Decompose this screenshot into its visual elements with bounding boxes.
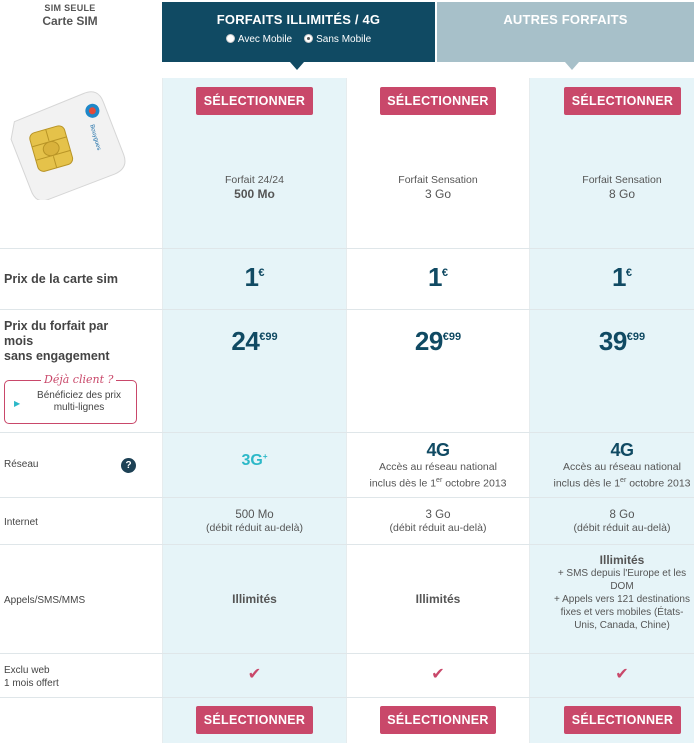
plan-name-1-data: 500 Mo [234, 187, 275, 201]
plan-name-2-data: 3 Go [424, 187, 451, 201]
row-label-internet: Internet [4, 517, 38, 528]
radio-without-mobile-label: Sans Mobile [316, 34, 372, 45]
check-icon: ✔ [615, 666, 629, 683]
sim-price-plan-1-int: 1 [244, 262, 259, 292]
radio-checked-icon [304, 34, 313, 43]
plan-price-1 [163, 326, 346, 357]
radio-with-mobile[interactable] [226, 34, 292, 45]
internet-cell-plan-1 [163, 509, 346, 535]
calls-plan-3-extra-sms: + SMS depuis l'Europe et les DOM [557, 568, 687, 592]
plan-name-3-data: 8 Go [608, 187, 635, 201]
plan-price-3-cents: €99 [626, 331, 646, 343]
row-separator [0, 432, 694, 433]
network-line2 [347, 474, 529, 491]
plan-name-1-label: Forfait 24/24 [225, 174, 284, 186]
sim-heading-line1: SIM SEULE [44, 3, 96, 13]
sim-price-plan-1 [163, 262, 346, 293]
plan-price-3 [530, 326, 694, 357]
tab-active-pointer [290, 62, 304, 70]
radio-without-mobile[interactable] [304, 34, 371, 45]
check-icon: ✔ [431, 666, 445, 683]
network-line2-sup: er [620, 477, 627, 484]
sim-price-plan-3-int: 1 [611, 262, 626, 292]
network-line2-post: octobre 2013 [442, 477, 507, 490]
plan-price-2 [347, 326, 529, 357]
plan-name-2-label: Forfait Sensation [398, 174, 478, 186]
select-button-plan-2-bottom[interactable]: SÉLECTIONNER [380, 706, 496, 734]
row-label-plan-price [4, 319, 134, 364]
radio-icon [226, 34, 235, 43]
play-arrow-icon: ▶ [14, 399, 21, 408]
existing-client-title: Déjà client ? [41, 373, 116, 386]
radio-with-mobile-label: Avec Mobile [237, 34, 293, 45]
row-label-web-exclusive-line2: 1 mois offert [4, 678, 59, 689]
row-label-sim-price: Prix de la carte sim [4, 272, 118, 286]
plan-price-2-cents: €99 [442, 331, 462, 343]
row-separator [0, 248, 694, 249]
plan-name-1 [163, 174, 346, 201]
sim-price-plan-3-currency: € [625, 267, 633, 279]
network-line2 [530, 474, 694, 491]
sim-price-plan-3 [530, 262, 694, 293]
calls-plan-2: Illimités [415, 592, 461, 606]
svg-text:Bouygues: Bouygues [88, 123, 102, 152]
select-button-plan-3-bottom[interactable]: SÉLECTIONNER [564, 706, 681, 734]
calls-plan-3: Illimités [599, 553, 645, 567]
plan-price-2-int: 29 [414, 326, 443, 356]
row-separator [0, 697, 694, 698]
network-4g-badge: 4G [610, 440, 634, 460]
tab-other-plans-title: AUTRES FORFAITS [503, 12, 628, 27]
plan-name-2 [347, 174, 529, 201]
existing-client-box[interactable] [4, 373, 137, 424]
plan-price-3-int: 39 [598, 326, 627, 356]
network-3g-label: 3G [241, 452, 263, 469]
row-label-web-exclusive-line1: Exclu web [4, 665, 50, 676]
internet-cell-plan-2 [347, 509, 529, 535]
calls-plan-3-extra-calls: + Appels vers 121 destinations fixes et vers mobiles (États-Unis, Canada, Chine) [554, 594, 690, 631]
tab-other-plans[interactable] [437, 2, 694, 62]
calls-cell-plan-3 [554, 554, 690, 632]
tab-inactive-pointer [565, 62, 579, 70]
existing-client-text[interactable]: Bénéficiez des prix multi-lignes [37, 390, 121, 413]
plan-name-3-label: Forfait Sensation [582, 174, 662, 186]
row-label-plan-price-line2: sans engagement [4, 349, 110, 363]
plan-price-1-int: 24 [231, 326, 260, 356]
sim-heading [0, 3, 140, 28]
internet-note: (débit réduit au-delà) [206, 522, 303, 534]
network-cell-plan-2 [347, 440, 529, 491]
network-line2-post: octobre 2013 [626, 477, 691, 490]
network-line1: Accès au réseau national [563, 461, 681, 473]
select-button-plan-2[interactable]: SÉLECTIONNER [380, 87, 496, 115]
sim-price-plan-2 [347, 262, 529, 293]
network-line2-pre: inclus dès le 1 [369, 477, 437, 490]
row-label-web-exclusive [4, 664, 59, 690]
tab-unlimited-plans-title: FORFAITS ILLIMITÉS / 4G [216, 12, 381, 27]
sim-card-image [8, 84, 126, 200]
check-icon: ✔ [247, 666, 262, 683]
row-separator [0, 653, 694, 654]
question-icon[interactable]: ? [121, 458, 136, 473]
select-button-plan-3[interactable]: SÉLECTIONNER [564, 87, 681, 115]
row-separator [0, 497, 694, 498]
tab-unlimited-plans[interactable] [162, 2, 435, 62]
internet-note: (débit réduit au-delà) [573, 522, 671, 534]
internet-cell-plan-3 [530, 509, 694, 535]
row-separator [0, 309, 694, 310]
network-3g-badge [163, 452, 346, 470]
sim-price-plan-2-int: 1 [427, 262, 442, 292]
internet-note: (débit réduit au-delà) [389, 522, 487, 534]
select-button-plan-1-bottom[interactable]: SÉLECTIONNER [196, 706, 313, 734]
row-label-plan-price-line1: Prix du forfait par mois [4, 319, 109, 348]
plan-name-3 [530, 174, 694, 201]
row-label-calls: Appels/SMS/MMS [4, 595, 86, 606]
internet-amount: 500 Mo [235, 509, 274, 521]
network-line2-pre: inclus dès le 1 [553, 477, 621, 490]
select-button-plan-1[interactable]: SÉLECTIONNER [196, 87, 313, 115]
sim-price-plan-1-currency: € [258, 267, 265, 279]
network-line2-sup: er [436, 477, 443, 484]
network-3g-plus: + [262, 452, 268, 461]
calls-plan-1: Illimités [232, 592, 277, 606]
row-label-network: Réseau [4, 459, 39, 470]
internet-amount: 8 Go [609, 509, 635, 521]
network-line1: Accès au réseau national [379, 461, 497, 473]
mobile-option-group [162, 34, 435, 45]
network-cell-plan-3 [530, 440, 694, 491]
network-4g-badge: 4G [426, 440, 450, 460]
sim-heading-line2: Carte SIM [42, 14, 98, 28]
row-separator [0, 544, 694, 545]
internet-amount: 3 Go [425, 509, 451, 521]
plan-price-1-cents: €99 [259, 331, 278, 343]
sim-price-plan-2-currency: € [441, 267, 449, 279]
